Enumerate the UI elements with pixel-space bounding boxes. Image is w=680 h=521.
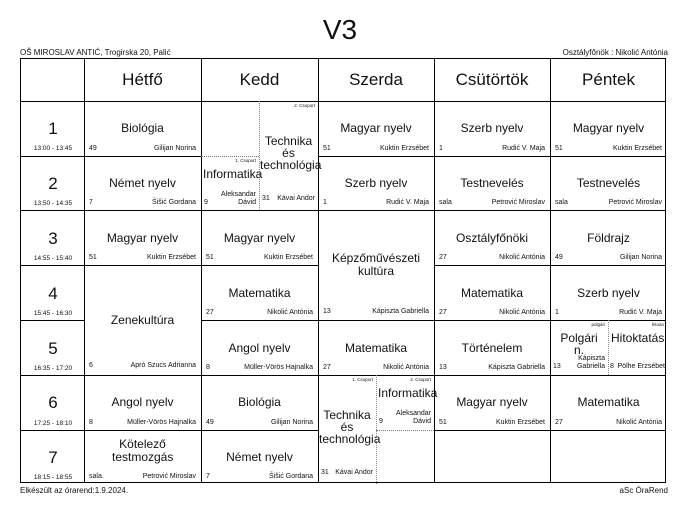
lesson-subject: Zenekultúra bbox=[110, 313, 175, 327]
lesson-room: 7 bbox=[206, 473, 210, 480]
lesson-teacher: Petrović Miroslav bbox=[491, 199, 545, 206]
lesson-subject: Matematika bbox=[228, 286, 291, 300]
lesson-room: 1 bbox=[439, 145, 443, 152]
group-label: 1. Csoport bbox=[235, 158, 256, 163]
lesson-cell[interactable] bbox=[550, 375, 667, 430]
lesson-teacher: Kuktin Erzsébet bbox=[263, 254, 313, 261]
lesson-room: 51 bbox=[323, 145, 331, 152]
lesson-cell[interactable] bbox=[318, 101, 434, 156]
lesson-room: 27 bbox=[439, 309, 447, 316]
lesson-subject: Informatika bbox=[203, 167, 263, 181]
lesson-subject: Technika és technológia bbox=[319, 408, 381, 446]
lesson-teacher: Rudić V. Maja bbox=[619, 309, 662, 316]
group-label: 2. Csoport bbox=[294, 103, 315, 108]
lesson-cell[interactable] bbox=[201, 375, 318, 430]
lesson-teacher: Kápiszta Gabriella bbox=[372, 308, 429, 315]
lesson-room: 8 bbox=[206, 364, 210, 371]
lesson-room: 1 bbox=[555, 309, 559, 316]
lesson-cell[interactable] bbox=[84, 101, 201, 156]
lesson-teacher: Kápiszta Gabriella bbox=[488, 364, 545, 371]
lesson-room: 51 bbox=[555, 145, 563, 152]
lesson-subject: Matematika bbox=[577, 395, 640, 409]
period-number: 4 bbox=[48, 284, 58, 303]
lesson-cell[interactable] bbox=[259, 101, 322, 210]
day-header-friday: Péntek bbox=[582, 70, 635, 89]
lesson-subject: Német nyelv bbox=[226, 450, 293, 464]
lesson-cell[interactable] bbox=[201, 430, 318, 484]
lesson-cell[interactable] bbox=[84, 265, 201, 375]
group-label: polgári bbox=[591, 322, 605, 327]
lesson-cell[interactable] bbox=[201, 210, 318, 265]
lesson-teacher: Pölhe Erzsébet bbox=[617, 363, 665, 370]
lesson-room: sala. bbox=[89, 473, 104, 480]
lesson-room: 1 bbox=[323, 199, 327, 206]
lesson-room: 51 bbox=[89, 254, 97, 261]
lesson-teacher: Müller-Vörös Hajnalka bbox=[127, 419, 196, 426]
lesson-cell[interactable] bbox=[318, 210, 434, 320]
lesson-cell[interactable] bbox=[84, 156, 201, 210]
lesson-cell[interactable] bbox=[550, 156, 667, 210]
lesson-cell[interactable] bbox=[608, 320, 667, 375]
period-time: 17:25 - 18:10 bbox=[33, 420, 73, 427]
day-header-tuesday: Kedd bbox=[239, 70, 280, 89]
lesson-teacher: Rudić V. Maja bbox=[386, 199, 429, 206]
lesson-subject: Képzőművészeti kultúra bbox=[331, 251, 421, 278]
period-number: 5 bbox=[48, 339, 58, 358]
lesson-teacher: Kuktin Erzsébet bbox=[146, 254, 196, 261]
lesson-teacher: Müller-Vörös Hajnalka bbox=[244, 364, 313, 371]
lesson-cell[interactable] bbox=[201, 320, 318, 375]
lesson-cell[interactable] bbox=[201, 265, 318, 320]
group-label: 2. Csoport bbox=[410, 377, 431, 382]
lesson-subject: Magyar nyelv bbox=[572, 121, 645, 135]
lesson-room: 7 bbox=[89, 199, 93, 206]
lesson-subject: Szerb nyelv bbox=[344, 176, 408, 190]
day-header-monday: Hétfő bbox=[122, 70, 163, 89]
lesson-room: 9 bbox=[379, 418, 383, 425]
timetable-title: V3 bbox=[322, 14, 358, 45]
lesson-teacher: Petrović Miroslav bbox=[142, 473, 196, 480]
lesson-teacher: Nikolić Antónia bbox=[499, 309, 545, 316]
period-number: 6 bbox=[48, 393, 58, 412]
lesson-room: 9 bbox=[204, 199, 208, 206]
lesson-room: 31 bbox=[321, 469, 329, 476]
lesson-room: 31 bbox=[262, 195, 270, 202]
period-time: 18:15 - 18:55 bbox=[33, 474, 73, 481]
lesson-teacher: Apró Szucs Adrianna bbox=[130, 362, 196, 369]
lesson-subject: Kötelező testmozgás bbox=[112, 437, 174, 464]
period-time: 16:35 - 17:20 bbox=[33, 365, 73, 372]
lesson-subject: Biológia bbox=[121, 121, 164, 135]
lesson-subject: Német nyelv bbox=[109, 176, 176, 190]
lesson-teacher: Kuktin Erzsébet bbox=[379, 145, 429, 152]
timetable-grid bbox=[20, 58, 666, 483]
period-number: 7 bbox=[48, 448, 58, 467]
lesson-teacher: Kávai Andor bbox=[335, 469, 373, 476]
lesson-teacher: Nikolić Antónia bbox=[616, 419, 662, 426]
software-credit: aSc ÓraRend bbox=[619, 486, 668, 495]
lesson-cell[interactable] bbox=[434, 156, 550, 210]
lesson-subject: Történelem bbox=[461, 341, 523, 355]
period-number: 3 bbox=[48, 229, 58, 248]
lesson-room: 27 bbox=[439, 254, 447, 261]
lesson-cell[interactable] bbox=[550, 210, 667, 265]
lesson-cell[interactable] bbox=[84, 430, 201, 484]
lesson-teacher: Gilijan Norina bbox=[270, 419, 313, 426]
period-time: 15:45 - 16:30 bbox=[33, 310, 73, 317]
lesson-subject: Magyar nyelv bbox=[223, 231, 296, 245]
lesson-cell[interactable] bbox=[434, 265, 550, 320]
lesson-subject: Hitoktatás bbox=[611, 331, 665, 345]
lesson-teacher: Nikolić Antónia bbox=[499, 254, 545, 261]
lesson-cell[interactable] bbox=[318, 375, 381, 484]
lesson-teacher: Kuktin Erzsébet bbox=[612, 145, 662, 152]
lesson-room: 6 bbox=[89, 362, 93, 369]
lesson-teacher: Kávai Andor bbox=[277, 195, 315, 202]
period-number: 2 bbox=[48, 174, 58, 193]
lesson-subject: Magyar nyelv bbox=[456, 395, 528, 409]
lesson-teacher: Aleksandar Dávid bbox=[220, 191, 256, 206]
lesson-teacher: Gilijan Norina bbox=[153, 145, 196, 152]
lesson-cell[interactable] bbox=[318, 320, 434, 375]
lesson-room: 51 bbox=[439, 419, 447, 426]
lesson-room: 51 bbox=[206, 254, 214, 261]
lesson-cell[interactable] bbox=[550, 265, 667, 320]
period-time: 14:55 - 15:40 bbox=[33, 255, 73, 262]
lesson-room: 8 bbox=[610, 363, 614, 370]
lesson-subject: Informatika bbox=[378, 386, 438, 400]
lesson-subject: Angol nyelv bbox=[228, 341, 291, 355]
lesson-teacher: Rudić V. Maja bbox=[502, 145, 545, 152]
lesson-room: 13 bbox=[323, 308, 331, 315]
lesson-room: 49 bbox=[89, 145, 97, 152]
lesson-room: 13 bbox=[553, 363, 561, 370]
lesson-subject: Testnevelés bbox=[576, 176, 641, 190]
lesson-teacher: Petrović Miroslav bbox=[608, 199, 662, 206]
lesson-cell[interactable] bbox=[434, 101, 550, 156]
lesson-cell[interactable] bbox=[434, 375, 550, 430]
lesson-room: 27 bbox=[323, 364, 331, 371]
lesson-cell[interactable] bbox=[84, 375, 201, 430]
lesson-subject: Szerb nyelv bbox=[577, 286, 640, 300]
lesson-cell[interactable] bbox=[318, 156, 434, 210]
lesson-teacher: Kuktin Erzsébet bbox=[495, 419, 545, 426]
group-label: hitoan bbox=[651, 322, 664, 327]
group-label: 1. Csoport bbox=[352, 377, 373, 382]
lesson-cell[interactable] bbox=[434, 210, 550, 265]
lesson-subject: Osztályfőnöki bbox=[455, 231, 529, 245]
lesson-teacher: Kápiszta Gabriella bbox=[576, 355, 605, 370]
lesson-subject: Szerb nyelv bbox=[460, 121, 524, 135]
lesson-subject: Matematika bbox=[460, 286, 524, 300]
lesson-teacher: Gilijan Norina bbox=[619, 254, 662, 261]
lesson-room: 8 bbox=[89, 419, 93, 426]
lesson-subject: Testnevelés bbox=[460, 176, 524, 190]
lesson-subject: Biológia bbox=[238, 395, 281, 409]
lesson-cell[interactable] bbox=[434, 320, 550, 375]
lesson-cell[interactable] bbox=[550, 320, 608, 375]
lesson-subject: Földrajz bbox=[587, 231, 630, 245]
lesson-teacher: Nikolić Antónia bbox=[267, 309, 313, 316]
lesson-teacher: Nikolić Antónia bbox=[383, 364, 429, 371]
lesson-subject: Technika és technológia bbox=[260, 134, 322, 172]
lesson-room: 49 bbox=[206, 419, 214, 426]
lesson-subject: Angol nyelv bbox=[111, 395, 174, 409]
lesson-subject: Magyar nyelv bbox=[340, 121, 412, 135]
lesson-subject: Matematika bbox=[344, 341, 408, 355]
period-time: 13:00 - 13:45 bbox=[33, 145, 73, 152]
day-header-wednesday: Szerda bbox=[349, 70, 403, 89]
head-teacher: Osztályfőnök : Nikolić Antónia bbox=[562, 48, 668, 57]
lesson-teacher: Šišić Gordana bbox=[269, 473, 313, 480]
lesson-subject: Polgári n. bbox=[560, 331, 598, 357]
period-number: 1 bbox=[48, 119, 58, 138]
lesson-teacher: Šišić Gordana bbox=[152, 199, 196, 206]
period-time: 13:50 - 14:35 bbox=[33, 200, 73, 207]
lesson-teacher: Aleksandar Dávid bbox=[395, 410, 431, 425]
lesson-room: 27 bbox=[555, 419, 563, 426]
school-name: OŠ MIROSLAV ANTIĆ, Trogirska 20, Palić bbox=[20, 48, 171, 57]
lesson-subject: Magyar nyelv bbox=[106, 231, 179, 245]
lesson-cell[interactable] bbox=[84, 210, 201, 265]
lesson-cell[interactable] bbox=[376, 375, 438, 430]
day-header-thursday: Csütörtök bbox=[455, 70, 529, 89]
lesson-room: 49 bbox=[555, 254, 563, 261]
lesson-room: 13 bbox=[439, 364, 447, 371]
created-date: Elkészült az órarend:1.9.2024. bbox=[20, 486, 129, 495]
lesson-cell[interactable] bbox=[550, 101, 667, 156]
lesson-room: sala bbox=[439, 199, 452, 206]
lesson-room: sala bbox=[555, 199, 568, 206]
lesson-room: 27 bbox=[206, 309, 214, 316]
lesson-cell[interactable] bbox=[201, 156, 263, 210]
